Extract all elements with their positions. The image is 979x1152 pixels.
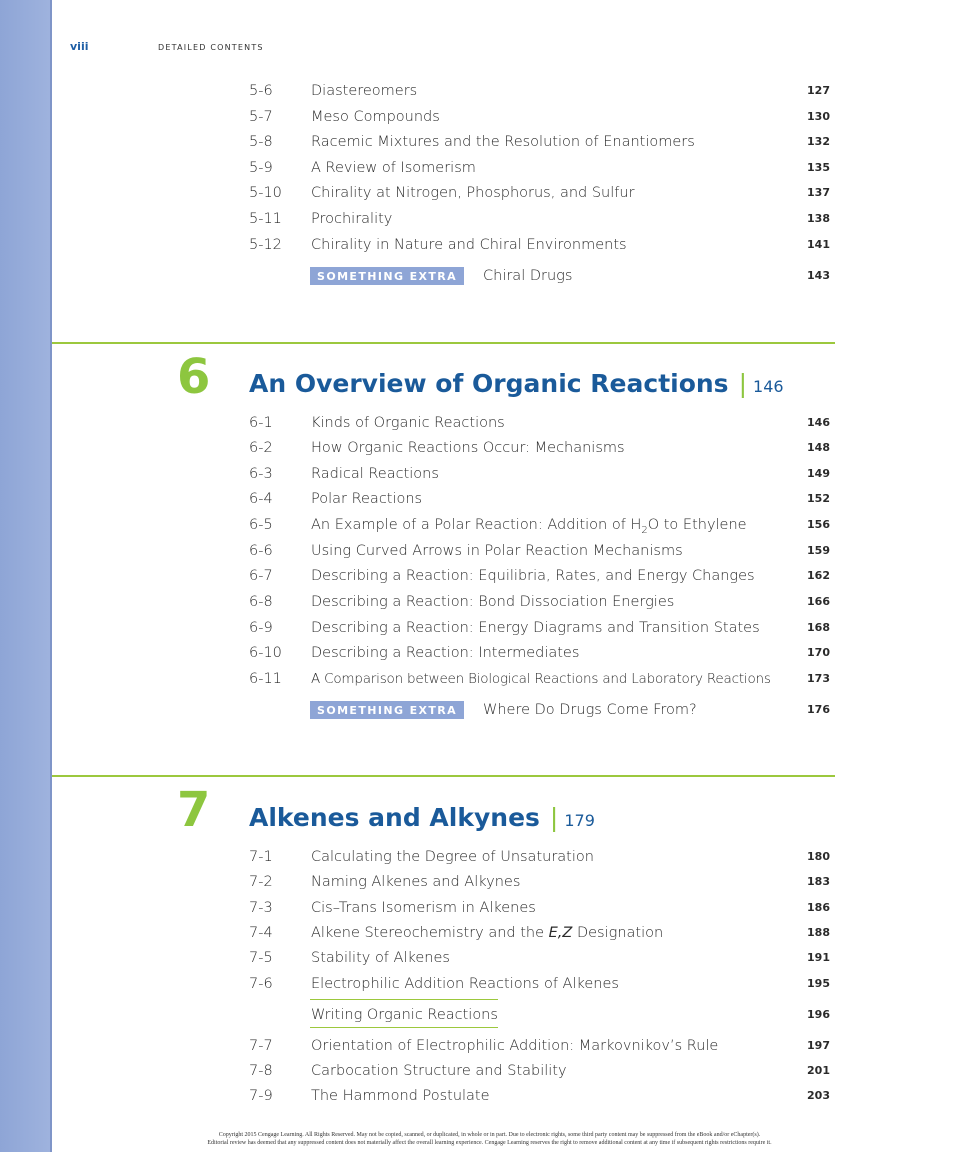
chapter-heading[interactable] [249, 368, 784, 403]
toc-row[interactable] [249, 540, 834, 562]
section-page: 183 [807, 875, 830, 888]
toc-row[interactable] [249, 591, 834, 613]
toc-row[interactable] [249, 514, 834, 536]
feature-rule-bottom [310, 1027, 498, 1028]
chapter-number: 7 [177, 782, 211, 838]
title-italic: E,Z [548, 925, 573, 941]
section-page: 195 [807, 977, 830, 990]
feature-title: Writing Organic Reactions [311, 1007, 498, 1023]
section-number: 7-3 [249, 900, 273, 916]
chapter-page: 146 [753, 377, 784, 396]
section-page: 191 [807, 951, 830, 964]
section-title: Calculating the Degree of Unsaturation [311, 849, 594, 865]
copyright-line-2: Editorial review has deemed that any suppressed content does not materially affect the overall learning experience. Cengage Learning reserves the right to remove additional content at any time if subsequent rights restrictions require it. [207, 1140, 772, 1146]
section-number: 6-5 [249, 517, 273, 533]
something-extra-row[interactable] [249, 699, 834, 721]
section-page: 188 [807, 926, 830, 939]
chapter-divider [52, 342, 835, 344]
toc-row[interactable] [249, 947, 834, 969]
chapter-title: Alkenes and Alkynes [249, 803, 540, 832]
toc-row[interactable] [249, 131, 834, 153]
toc-row[interactable] [249, 668, 834, 690]
section-title: Naming Alkenes and Alkynes [311, 874, 521, 890]
section-page: 170 [807, 646, 830, 659]
section-title: A Review of Isomerism [311, 160, 476, 176]
toc-row[interactable] [249, 1035, 834, 1057]
section-number: 5-8 [249, 134, 273, 150]
section-title: Chirality in Nature and Chiral Environments [311, 237, 627, 253]
section-page: 166 [807, 595, 830, 608]
toc-row[interactable] [249, 897, 834, 919]
section-number: 6-9 [249, 620, 273, 636]
section-page: 149 [807, 467, 830, 480]
title-part: O to Ethylene [647, 517, 747, 533]
title-separator: | [738, 369, 748, 398]
section-title: Racemic Mixtures and the Resolution of Enantiomers [311, 134, 695, 150]
section-page: 168 [807, 621, 830, 634]
section-number: 7-4 [249, 925, 273, 941]
section-page: 196 [807, 1008, 830, 1021]
section-title: Carbocation Structure and Stability [311, 1063, 567, 1079]
toc-row[interactable] [249, 1060, 834, 1082]
section-title [311, 514, 747, 542]
running-head: DETAILED CONTENTS [158, 43, 264, 52]
section-page: 146 [807, 416, 830, 429]
section-number: 5-10 [249, 185, 282, 201]
section-number: 7-8 [249, 1063, 273, 1079]
toc-row[interactable] [249, 1085, 834, 1107]
section-page: 176 [807, 703, 830, 716]
something-extra-row[interactable] [249, 265, 834, 287]
section-title: Describing a Reaction: Intermediates [311, 645, 580, 661]
section-number: 6-10 [249, 645, 282, 661]
toc-row[interactable] [249, 871, 834, 893]
section-page: 130 [807, 110, 830, 123]
section-number: 6-6 [249, 543, 273, 559]
section-number: 5-7 [249, 109, 273, 125]
toc-row[interactable] [249, 642, 834, 664]
section-title: Describing a Reaction: Equilibria, Rates, and Energy Changes [311, 568, 755, 584]
chapter-divider [52, 775, 835, 777]
chapter-title: An Overview of Organic Reactions [249, 369, 729, 398]
section-title: Polar Reactions [311, 491, 423, 507]
section-title: Radical Reactions [311, 466, 439, 482]
title-part: Alkene Stereochemistry and the [311, 925, 549, 941]
section-number: 7-7 [249, 1038, 273, 1054]
section-title: Chirality at Nitrogen, Phosphorus, and Sulfur [311, 185, 635, 201]
something-extra-badge: SOMETHING EXTRA [310, 267, 464, 285]
section-title: A Comparison between Biological Reactions and Laboratory Reactions [311, 671, 771, 687]
page-edge-band [0, 0, 52, 1152]
toc-row[interactable] [249, 437, 834, 459]
section-number: 6-1 [249, 415, 273, 431]
toc-row[interactable] [249, 157, 834, 179]
section-page: 197 [807, 1039, 830, 1052]
section-title: Describing a Reaction: Bond Dissociation Energies [311, 594, 675, 610]
section-page: 137 [807, 186, 830, 199]
toc-row[interactable] [249, 182, 834, 204]
section-number: 7-5 [249, 950, 273, 966]
section-page: 173 [807, 672, 830, 685]
section-page: 127 [807, 84, 830, 97]
toc-row[interactable] [249, 80, 834, 102]
toc-row[interactable] [249, 973, 834, 995]
chapter-number: 6 [177, 349, 211, 405]
section-number: 7-1 [249, 849, 273, 865]
section-title: Using Curved Arrows in Polar Reaction Mechanisms [311, 543, 683, 559]
toc-row[interactable] [249, 412, 834, 434]
something-extra-badge: SOMETHING EXTRA [310, 701, 464, 719]
title-part: An Example of a Polar Reaction: Addition of H [311, 517, 642, 533]
section-page: 148 [807, 441, 830, 454]
toc-row[interactable] [249, 208, 834, 230]
toc-row[interactable] [249, 922, 834, 944]
toc-row[interactable] [249, 463, 834, 485]
section-number: 6-8 [249, 594, 273, 610]
chapter-page: 179 [564, 811, 595, 830]
toc-row[interactable] [249, 846, 834, 868]
something-extra-title: Chiral Drugs [483, 268, 573, 284]
section-page: 159 [807, 544, 830, 557]
section-page: 180 [807, 850, 830, 863]
section-number: 6-3 [249, 466, 273, 482]
section-title: Cis–Trans Isomerism in Alkenes [311, 900, 536, 916]
section-number: 5-6 [249, 83, 273, 99]
section-number: 5-12 [249, 237, 282, 253]
title-part: Designation [572, 925, 664, 941]
section-page: 156 [807, 518, 830, 531]
section-number: 7-2 [249, 874, 273, 890]
section-number: 5-9 [249, 160, 273, 176]
toc-row[interactable] [249, 565, 834, 587]
section-title: Describing a Reaction: Energy Diagrams and Transition States [311, 620, 760, 636]
subscript: 2 [641, 524, 648, 536]
toc-row[interactable] [249, 106, 834, 128]
section-page: 143 [807, 269, 830, 282]
section-title: The Hammond Postulate [311, 1088, 490, 1104]
section-title: Prochirality [311, 211, 393, 227]
section-title: Meso Compounds [311, 109, 440, 125]
toc-row[interactable] [249, 488, 834, 510]
title-separator: | [549, 803, 559, 832]
section-title: Diastereomers [311, 83, 418, 99]
section-page: 141 [807, 238, 830, 251]
copyright-line-1: Copyright 2015 Cengage Learning. All Rights Reserved. May not be copied, scanned, or duplicated, in whole or in part. Due to electronic rights, some third party content may be suppressed from the eBook and/or eChapter(s). [218, 1132, 761, 1138]
section-title: Kinds of Organic Reactions [311, 415, 505, 431]
something-extra-title: Where Do Drugs Come From? [483, 702, 697, 718]
section-number: 7-6 [249, 976, 273, 992]
section-number: 6-11 [249, 671, 282, 687]
section-number: 6-4 [249, 491, 273, 507]
section-title: Stability of Alkenes [311, 950, 450, 966]
page-number: viii [70, 40, 89, 53]
section-page: 138 [807, 212, 830, 225]
section-number: 6-7 [249, 568, 273, 584]
section-page: 132 [807, 135, 830, 148]
section-title [311, 922, 663, 944]
feature-row[interactable] [249, 1004, 834, 1026]
section-page: 186 [807, 901, 830, 914]
section-page: 152 [807, 492, 830, 505]
toc-row[interactable] [249, 234, 834, 256]
section-title: Electrophilic Addition Reactions of Alkenes [311, 976, 619, 992]
feature-rule-top [310, 999, 498, 1000]
section-page: 203 [807, 1089, 830, 1102]
section-page: 201 [807, 1064, 830, 1077]
section-title: Orientation of Electrophilic Addition: Markovnikov’s Rule [311, 1038, 719, 1054]
section-number: 5-11 [249, 211, 282, 227]
section-page: 135 [807, 161, 830, 174]
toc-row[interactable] [249, 617, 834, 639]
section-page: 162 [807, 569, 830, 582]
section-number: 7-9 [249, 1088, 273, 1104]
chapter-heading[interactable] [249, 802, 595, 837]
section-number: 6-2 [249, 440, 273, 456]
section-title: How Organic Reactions Occur: Mechanisms [311, 440, 625, 456]
